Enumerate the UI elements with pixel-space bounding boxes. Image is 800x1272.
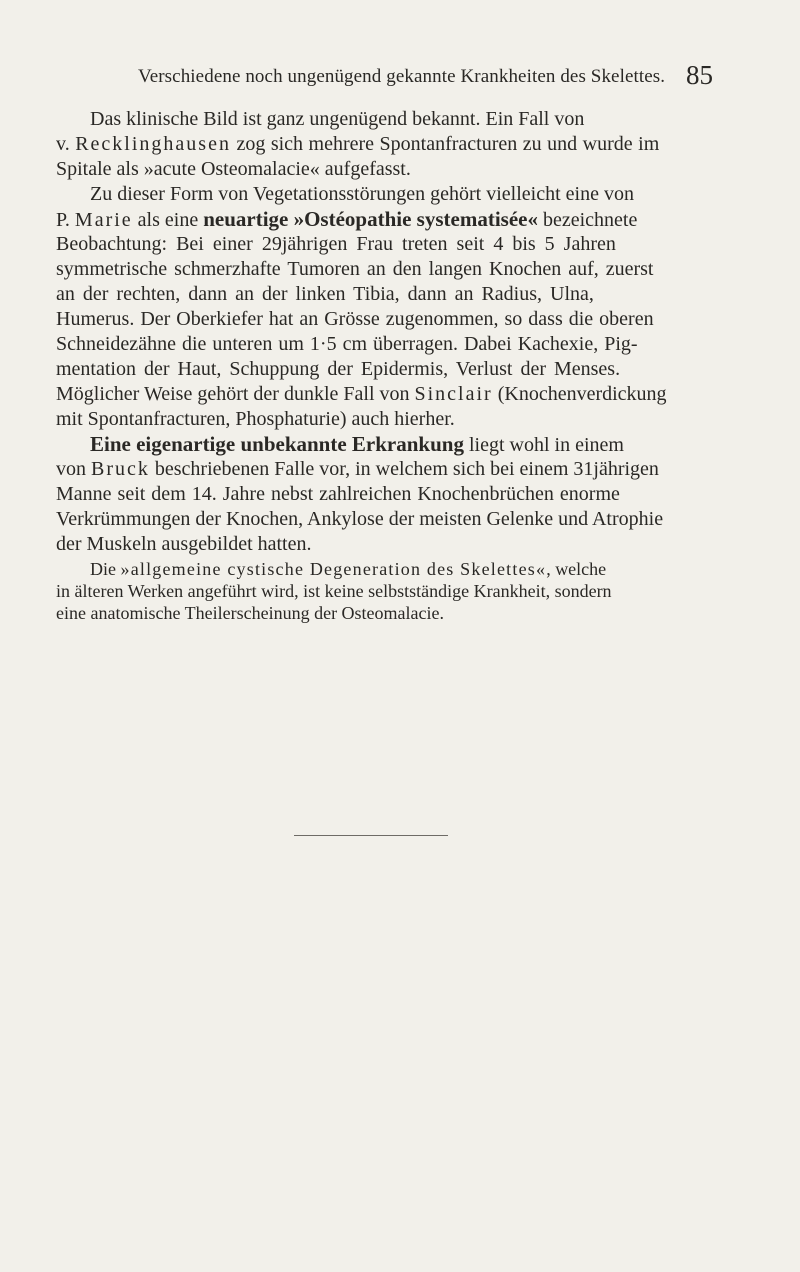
text-segment: Möglicher Weise gehört der dunkle Fall von	[56, 383, 415, 405]
spaced-term: »allgemeine cystische Degeneration des Skelettes«	[120, 559, 547, 579]
text-segment: Spitale als »acute Osteomalacie« aufgefasst.	[56, 158, 411, 180]
text-segment: Manne seit dem 14. Jahre nebst zahlreichen Knochenbrüchen enorme	[56, 483, 620, 505]
text-segment: liegt wohl in einem	[463, 434, 624, 456]
running-title: Verschiedene noch ungenügend gekannte Krankheiten des Skelettes.	[138, 66, 666, 87]
text-segment: , welche	[546, 559, 607, 579]
text-line	[56, 333, 638, 355]
emphasis-text: Eine eigenartige unbekannte Erkrankung	[90, 432, 464, 456]
author-name: Marie	[74, 209, 133, 231]
text-line	[56, 133, 659, 155]
text-segment: von	[56, 458, 91, 480]
text-line	[56, 308, 654, 330]
text-segment: eine anatomische Theilerscheinung der Osteomalacie.	[56, 603, 445, 623]
text-line	[90, 183, 634, 205]
text-segment: in älteren Werken angeführt wird, ist keine selbstständige Krankheit, sondern	[56, 581, 612, 601]
text-line	[56, 408, 455, 430]
text-segment: mentation der Haut, Schuppung der Epidermis, Verlust der Menses.	[56, 358, 621, 380]
text-segment: v.	[56, 133, 76, 155]
text-segment: (Knochenverdickung	[492, 383, 667, 405]
text-line	[90, 433, 624, 456]
text-segment: an der rechten, dann an der linken Tibia, dann an Radius, Ulna,	[56, 283, 594, 305]
text-segment: Beobachtung: Bei einer 29jährigen Frau treten seit 4 bis 5 Jahren	[56, 233, 616, 255]
author-name: Sinclair	[414, 383, 493, 405]
text-segment: der Muskeln ausgebildet hatten.	[56, 533, 312, 555]
text-line	[56, 283, 594, 305]
text-line	[90, 559, 606, 579]
text-segment: als eine	[132, 209, 204, 231]
text-line	[56, 483, 620, 505]
text-line	[56, 233, 616, 255]
text-segment: Das klinische Bild ist ganz ungenügend bekannt. Ein Fall von	[90, 108, 585, 130]
author-name: Recklinghausen	[75, 133, 231, 155]
emphasis-text: neuartige »Ostéopathie systematisée«	[203, 207, 538, 231]
text-line	[56, 508, 663, 530]
text-segment: mit Spontanfracturen, Phosphaturie) auch hierher.	[56, 408, 455, 430]
author-name: Bruck	[91, 458, 150, 480]
text-segment: beschriebenen Falle vor, in welchem sich bei einem 31jährigen	[149, 458, 659, 480]
text-line	[90, 108, 584, 130]
text-segment: zog sich mehrere Spontanfracturen zu und wurde im	[230, 133, 660, 155]
text-line	[56, 383, 667, 405]
text-line	[56, 158, 411, 180]
text-line	[56, 533, 312, 555]
text-segment: Die	[90, 559, 121, 579]
text-segment: Schneidezähne die unteren um 1·5 cm überragen. Dabei Kachexie, Pig-	[56, 333, 638, 355]
text-line	[56, 458, 659, 480]
text-segment: Zu dieser Form von Vegetationsstörungen gehört vielleicht eine von	[90, 183, 634, 205]
text-segment: Humerus. Der Oberkiefer hat an Grösse zugenommen, so dass die oberen	[56, 308, 654, 330]
text-line	[56, 603, 444, 623]
text-line	[56, 581, 612, 601]
text-segment: bezeichnete	[537, 209, 638, 231]
section-end-rule	[294, 835, 448, 836]
page-number: 85	[686, 60, 713, 90]
text-line	[56, 358, 620, 380]
text-line	[56, 258, 653, 280]
text-segment: Verkrümmungen der Knochen, Ankylose der meisten Gelenke und Atrophie	[56, 508, 664, 530]
text-line	[56, 208, 637, 231]
text-segment: symmetrische schmerzhafte Tumoren an den langen Knochen auf, zuerst	[56, 258, 654, 280]
text-segment: P.	[56, 209, 75, 231]
